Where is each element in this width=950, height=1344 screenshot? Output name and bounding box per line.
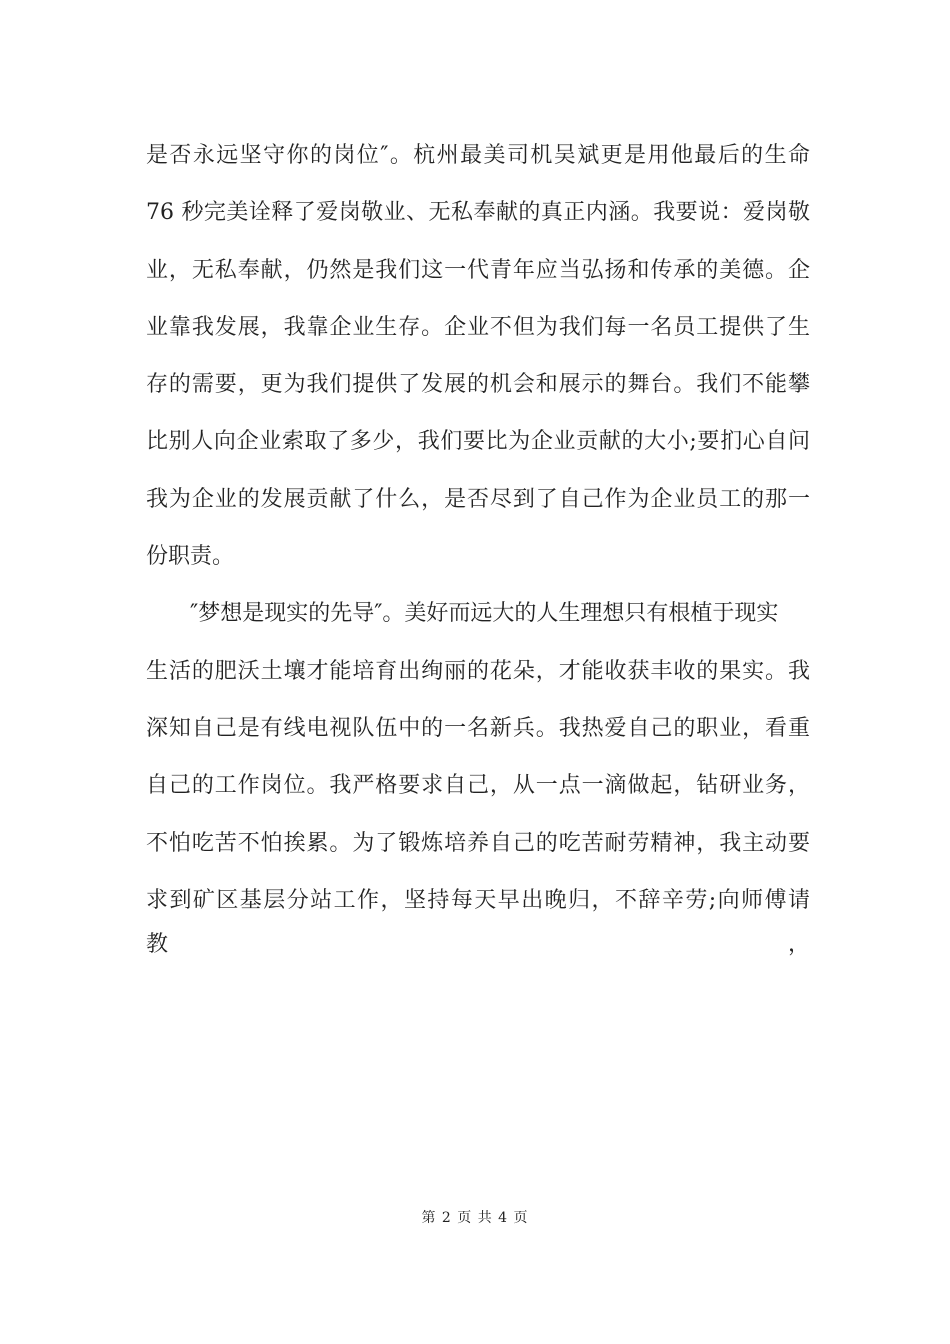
text-line: 生活的肥沃土壤才能培育出绚丽的花朵，才能收获丰收的果实。我 — [146, 658, 810, 684]
text-line: 业，无私奉献，仍然是我们这一代青年应当弘扬和传承的美德。企 — [146, 257, 810, 283]
text-line: 存的需要，更为我们提供了发展的机会和展示的舞台。我们不能攀 — [146, 372, 810, 398]
document-body — [146, 134, 810, 957]
text-line: 份职责。 — [146, 544, 235, 570]
text-line: 求到矿区基层分站工作，坚持每天早出晚归，不辞辛劳;向师傅请教， — [146, 887, 810, 957]
text-line: 自己的工作岗位。我严格要求自己，从一点一滴做起，钻研业务， — [146, 773, 810, 799]
text-line: 业靠我发展，我靠企业生存。企业不但为我们每一名员工提供了生 — [146, 314, 810, 340]
text-line: 我为企业的发展贡献了什么，是否尽到了自己作为企业员工的那一 — [146, 486, 810, 512]
text-line: 深知自己是有线电视队伍中的一名新兵。我热爱自己的职业，看重 — [146, 715, 810, 741]
text-line: 是否永远坚守你的岗位″。杭州最美司机吴斌更是用他最后的生命 — [146, 143, 810, 168]
page-number-footer: 第 2 页 共 4 页 — [421, 1210, 529, 1226]
text-line: 76 秒完美诠释了爱岗敬业、无私奉献的真正内涵。我要说：爱岗敬 — [146, 200, 810, 226]
text-line: 比别人向企业索取了多少，我们要比为企业贡献的大小;要扪心自问 — [146, 429, 810, 455]
paragraph-first-line: ″梦想是现实的先导″。美好而远大的人生理想只有根植于现实 — [190, 601, 779, 627]
text-line: 不怕吃苦不怕挨累。为了锻炼培养自己的吃苦耐劳精神，我主动要 — [146, 830, 810, 856]
